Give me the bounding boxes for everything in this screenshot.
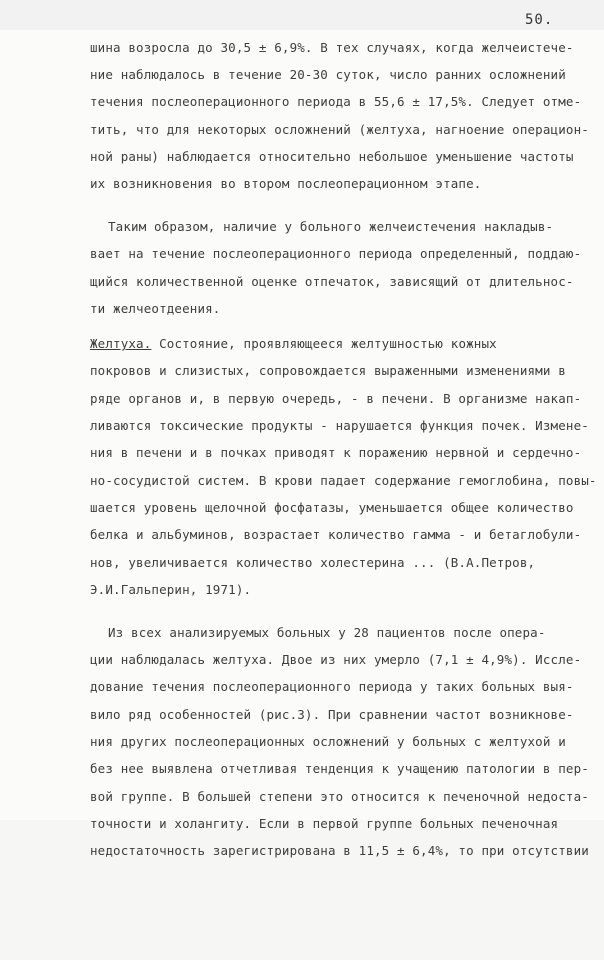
text-line: шина возросла до 30,5 ± 6,9%. В тех случаях, когда желчеистече- — [90, 40, 574, 55]
text-line: Э.И.Гальперин, 1971). — [90, 582, 252, 597]
text-line: ние наблюдалось в течение 20-30 суток, число ранних осложнений — [90, 67, 566, 82]
text-line: щийся количественной оценке отпечаток, зависящий от длительнос- — [90, 274, 574, 289]
text-line: ряде органов и, в первую очередь, - в печени. В организме накап- — [90, 391, 582, 406]
text-line: но-сосудистой систем. В крови падает содержание гемоглобина, повы- — [90, 473, 597, 488]
section-first-line-text: Состояние, проявляющееся желтушностью кожных — [159, 336, 497, 351]
text-line: Таким образом, наличие у больного желчеистечения накладыв- — [108, 219, 554, 234]
text-line: недостаточность зарегистрирована в 11,5 ± 6,4%, то при отсутствии — [90, 843, 589, 858]
text-line: белка и альбуминов, возрастает количество гамма - и бетаглобули- — [90, 527, 582, 542]
text-line: ной раны) наблюдается относительно небольшое уменьшение частоты — [90, 149, 574, 164]
text-line: шается уровень щелочной фосфатазы, уменьшается общее количество — [90, 500, 574, 515]
text-line: течения послеоперационного периода в 55,6 ± 17,5%. Следует отме- — [90, 94, 582, 109]
text-line: нов, увеличивается количество холестерина ... (В.А.Петров, — [90, 555, 536, 570]
text-line: вой группе. В большей степени это относится к печеночной недоста- — [90, 789, 589, 804]
text-line: точности и холангиту. Если в первой группе больных печеночная — [90, 816, 559, 831]
text-line: Из всех анализируемых больных у 28 пациентов после опера- — [108, 625, 546, 640]
section-heading: Желтуха. — [90, 336, 152, 351]
text-line: покровов и слизистых, сопровождается выраженными изменениями в — [90, 363, 566, 378]
text-line: ти желчеотдеения. — [90, 301, 221, 316]
section-first-line — [90, 338, 497, 351]
text-line: тить, что для некоторых осложнений (желтуха, нагноение операцион- — [90, 122, 589, 137]
text-line: ния в печени и в почках приводят к поражению нервной и сердечно- — [90, 445, 582, 460]
text-line: их возникновения во втором послеоперационном этапе. — [90, 176, 482, 191]
text-line: ния других послеоперационных осложнений у больных с желтухой и — [90, 734, 566, 749]
text-line: вило ряд особенностей (рис.3). При сравнении частот возникнове- — [90, 707, 574, 722]
text-line: без нее выявлена отчетливая тенденция к учащению патологии в пер- — [90, 761, 589, 776]
page-number: 50. — [525, 12, 554, 28]
text-line: ливаются токсические продукты - нарушается функция почек. Измене- — [90, 418, 589, 433]
text-line: дование течения послеоперационного периода у таких больных выя- — [90, 679, 574, 694]
text-line: ции наблюдалась желтуха. Двое из них умерло (7,1 ± 4,9%). Иссле- — [90, 652, 582, 667]
text-line: вает на течение послеоперационного периода определенный, поддаю- — [90, 246, 582, 261]
